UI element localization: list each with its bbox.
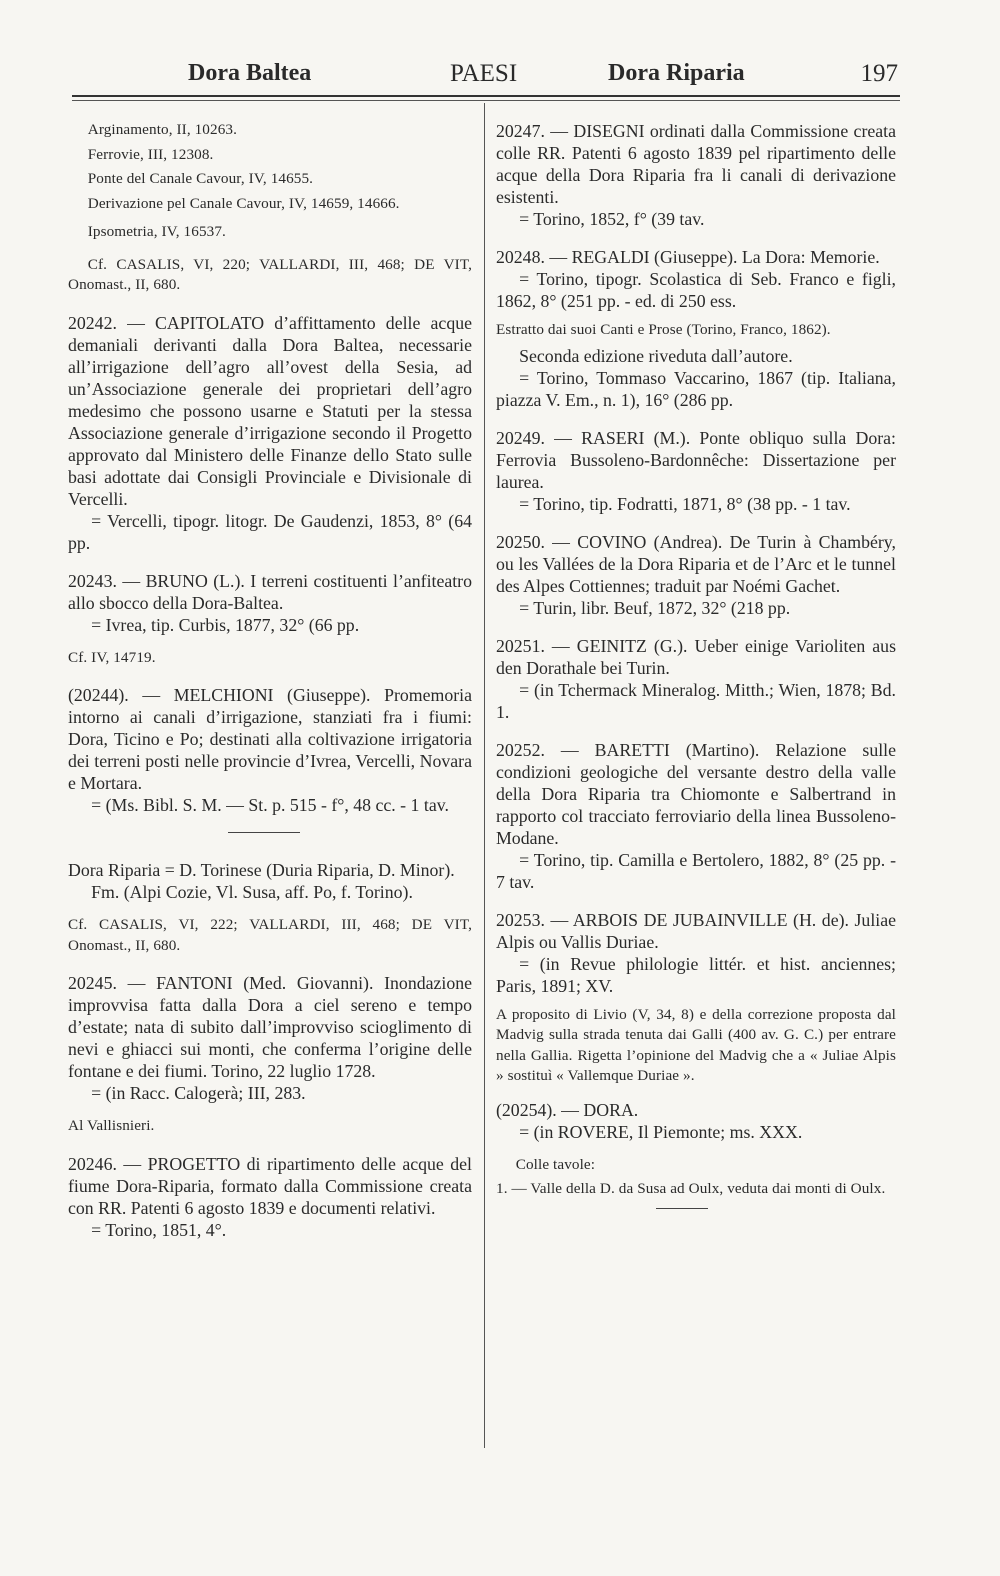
end-separator (656, 1208, 708, 1209)
edition-note: Seconda edizione riveduta dall’autore. (519, 345, 793, 366)
note: A proposito di Livio (V, 34, 8) e della correzione proposta dal Madvig sulla strada tenuta dai Galli (400 av. G. C.) per entrare nella Gallia. Rigetta l’opinione del Madvig che a « Juliae Alpis » sostituì « Vallemque Duriae ». (496, 1005, 896, 1084)
entry-20242: 20242. — CAPITOLATO d’affittamento delle acque demaniali derivanti dalla Dora Baltea, necessarie all’irrigazione dell’agro all’ovest della Sesia, ad un’Associazione generale dei proprietari dell’agro medesimo che possono usarne e Statuti per la stessa Associazione generale d’irrigazione secondo il Progetto approvato dal Ministero delle Finanze dello Stato sulle basi adottate dai Consigli Provinciale e Divisionale di Vercelli. (68, 312, 472, 509)
entry-20248: 20248. — REGALDI (Giuseppe). La Dora: Memorie. (496, 247, 880, 267)
entry-20245: 20245. — FANTONI (Med. Giovanni). Inondazione improvvisa fatta dalla Dora a ciel sereno e tempo d’estate; nata di subito dall’improvviso scioglimento di nevi e ghiacci sui monti, che conferma l’origine delle fontane e dei fiumi. Torino, 22 luglio 1728. (68, 973, 472, 1081)
entry-20248-imprint: = Torino, tipogr. Scolastica di Seb. Franco e figli, 1862, 8° (251 pp. - ed. di 250 ess. (496, 269, 896, 311)
cross-reference: Cf. CASALIS, VI, 222; VALLARDI, III, 468; DE VIT, Onomast., II, 680. (68, 916, 472, 954)
header-rule (72, 95, 900, 97)
reference-line: Ferrovie, III, 12308. (87, 145, 214, 163)
entry-20253: 20253. — ARBOIS DE JUBAINVILLE (H. de). Juliae Alpis ou Vallis Duriae. (496, 909, 896, 952)
plate-item: 1. — Valle della D. da Susa ad Oulx, veduta dai monti di Oulx. (496, 1180, 886, 1197)
entry-20250: 20250. — COVINO (Andrea). De Turin à Chambéry, ou les Vallées de la Dora Riparia et de l’Arc et le tunnel des Alpes Cottiennes; traduit par Noémi Gachet. (496, 531, 896, 596)
entry-20246-imprint: = Torino, 1851, 4°. (91, 1219, 227, 1240)
page-number: 197 (860, 60, 898, 87)
reference-line: Ipsometria, IV, 16537. (87, 223, 226, 240)
left-column (68, 120, 472, 1241)
entry-20242-imprint: = Vercelli, tipogr. litogr. De Gaudenzi, 1853, 8° (64 pp. (68, 510, 472, 553)
entry-20254: (20254). — DORA. (496, 1099, 639, 1120)
entry-20245-imprint: = (in Racc. Calogerà; III, 283. (91, 1083, 306, 1103)
entry-20243: 20243. — BRUNO (L.). I terreni costituenti l’anfiteatro allo sbocco della Dora-Baltea. (68, 570, 472, 613)
plates-heading: Colle tavole: (515, 1155, 596, 1173)
entry-20249: 20249. — RASERI (M.). Ponte obliquo sulla Dora: Ferrovia Bussoleno-Bardonnêche: Dissertazione per laurea. (496, 427, 896, 492)
entry-20249-imprint: = Torino, tip. Fodratti, 1871, 8° (38 pp. - 1 tav. (519, 493, 851, 514)
entry-20253-imprint: = (in Revue philologie littér. et hist. anciennes; Paris, 1891; XV. (496, 953, 896, 996)
entry-20244: (20244). — MELCHIONI (Giuseppe). Promemoria intorno ai canali d’irrigazione, stanziati fra i fiumi: Dora, Ticino e Po; destinati alla coltivazione irrigatoria dei terreni posti nelle provincie d’Ivrea, Vercelli, Novara e Mortara. (68, 685, 472, 793)
reference-line: Ponte del Canale Cavour, IV, 14655. (87, 170, 314, 187)
entry-20248-imprint-2: = Torino, Tommaso Vaccarino, 1867 (tip. Italiana, piazza V. Em., n. 1), 16° (286 pp. (496, 367, 896, 410)
entry-20247: 20247. — DISEGNI ordinati dalla Commissione creata colle RR. Patenti 6 agosto 1839 pel ripartimento delle acque della Dora Riparia fra li canali di derivazione esistenti. (496, 121, 896, 207)
entry-20252: 20252. — BARETTI (Martino). Relazione sulle condizioni geologiche del versante destro della valle della Dora Riparia tra Chiomonte e Salbertrand in rapporto col tracciato ferroviario della linea Bussoleno-Modane. (496, 739, 896, 848)
running-header (70, 56, 900, 96)
entry-20243-imprint: = Ivrea, tip. Curbis, 1877, 32° (66 pp. (91, 614, 360, 635)
cross-reference: Cf. IV, 14719. (68, 648, 156, 666)
entry-20250-imprint: = Turin, libr. Beuf, 1872, 32° (218 pp. (519, 597, 791, 618)
entry-20251-imprint: = (in Tchermack Mineralog. Mitth.; Wien, 1878; Bd. 1. (496, 679, 896, 722)
entry-20254-imprint: = (in ROVERE, Il Piemonte; ms. XXX. (519, 1121, 803, 1142)
reference-line: Derivazione pel Canale Cavour, IV, 14659, 14666. (87, 194, 400, 212)
entry-20252-imprint: = Torino, tip. Camilla e Bertolero, 1882, 8° (25 pp. - 7 tav. (496, 849, 896, 892)
header-section-title: PAESI (450, 60, 518, 87)
entry-20246: 20246. — PROGETTO di ripartimento delle acque del fiume Dora-Riparia, formato dalla Commissione creata con RR. Patenti 6 agosto 1839 e documenti relativi. (68, 1153, 472, 1218)
header-left-title: Dora Baltea (188, 60, 312, 86)
note: Estratto dai suoi Canti e Prose (Torino, Franco, 1862). (496, 321, 831, 338)
section-separator (228, 832, 300, 833)
entry-20247-imprint: = Torino, 1852, f° (39 tav. (519, 209, 705, 229)
header-rule-thin (72, 100, 900, 101)
entry-20244-imprint: = (Ms. Bibl. S. M. — St. p. 515 - f°, 48 cc. - 1 tav. (91, 795, 449, 815)
heading-dora-riparia: Dora Riparia = D. Torinese (Duria Riparia, D. Minor). (68, 860, 455, 880)
cross-reference: Cf. CASALIS, VI, 220; VALLARDI, III, 468; DE VIT, Onomast., II, 680. (68, 255, 472, 293)
reference-line: Arginamento, II, 10263. (87, 121, 237, 138)
entry-20251: 20251. — GEINITZ (G.). Ueber einige Varioliten aus den Dorathale bei Turin. (496, 635, 896, 678)
note: Al Vallisnieri. (68, 1117, 155, 1134)
header-right-title: Dora Riparia (608, 60, 745, 86)
heading-dora-riparia-course: Fm. (Alpi Cozie, Vl. Susa, aff. Po, f. Torino). (91, 882, 413, 902)
right-column (496, 120, 896, 1209)
column-divider (484, 103, 485, 1448)
